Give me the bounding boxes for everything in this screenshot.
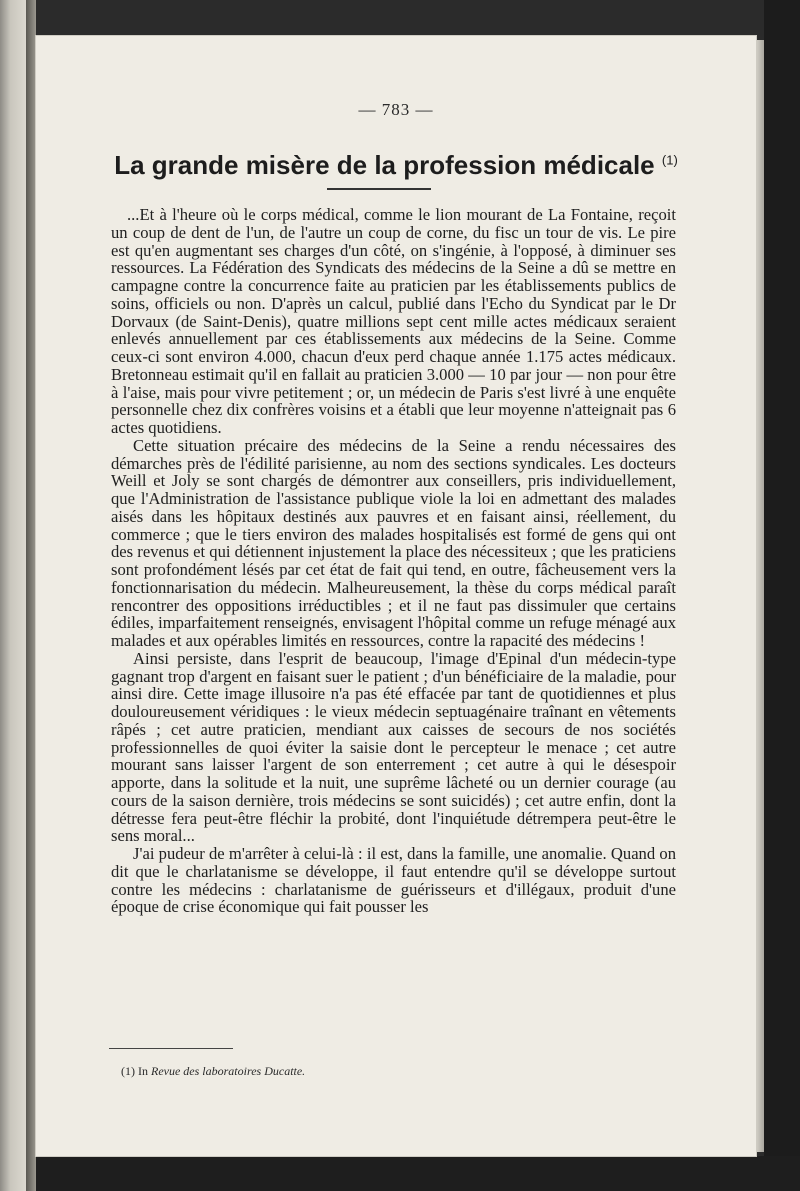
footnote-divider	[109, 1048, 233, 1049]
paragraph: Cette situation précaire des médecins de la Seine a rendu nécessaires des démarches près de l'édilité parisienne, au nom des sections syndicales. Les docteurs Weill et Joly se sont chargés de démontrer aux conseillers, pris individuellement, que l'Administration de l'assistance publique viole la loi en admettant des malades aisés dans les hôpitaux destinés aux pauvres et en faisant ainsi, réellement, du commerce ; que le tiers environ des malades hospitalisés est formé de gens qui ont des revenus et qui détiennent injustement la place des nécessiteux ; que les praticiens sont profondément lésés par cet état de fait qui tend, en outre, fâcheusement vers la fonctionnarisation du médecin. Malheureusement, la thèse du corps médical paraît rencontrer des oppositions irréductibles ; et il ne faut pas dissimuler que certains édiles, imparfaitement renseignés, envisagent l'hôpital comme un refuge ménagé aux malades et aux opérables limités en ressources, contre la rapacité des médecins !	[111, 435, 676, 650]
paragraph: Ainsi persiste, dans l'esprit de beaucoup, l'image d'Epinal d'un médecin-type gagnant trop d'argent en faisant suer le patient ; d'un bénéficiaire de la maladie, pour ainsi dire. Cette image illusoire n'a pas été effacée par tant de quotidiennes et plus douloureusement véridiques : le vieux médecin septuagénaire traînant en vêtements râpés ; cet autre praticien, mendiant aux caisses de secours de nos sociétés professionnelles de quoi éviter la saisie dont le percepteur le menace ; cet autre mourant sans laisser l'argent de son enterrement ; cet autre à qui le désespoir apporte, dans la solitude et la nuit, une suprême lâcheté ou un dernier courage (au cours de la saison dernière, trois médecins se sont suicidés) ; cet autre enfin, dont la détresse fera peut-être fléchir la probité, dont l'inquiétude détrempera peut-être le sens moral...	[111, 648, 676, 846]
paragraph: ...Et à l'heure où le corps médical, comme le lion mourant de La Fontaine, reçoit un coup de dent de l'un, de l'autre un coup de corne, du fisc un tour de vis. Le pire est qu'en augmentant ses charges d'un côté, on s'ingénie, à l'opposé, à diminuer ses ressources. La Fédération des Syndicats des médecins de la Seine a dû se mettre en campagne contre la concurrence faite au praticien par les établissements publics de soins, officiels ou non. D'après un calcul, publié dans l'Echo du Syndicat par le Dr Dorvaux (de Saint-Denis), quatre millions sept cent mille actes médicaux seraient enlevés annuellement par ces établissements aux médecins de la Seine. Comme ceux-ci sont environ 4.000, chacun d'eux perd chaque année 1.175 actes médicaux. Bretonneau estimait qu'il en fallait au praticien 3.000 — 10 par jour — non pour être à l'aise, mais pour vivre petitement ; or, un médecin de Paris s'est livré à une enquête personnelle chez dix confrères voisins et a établi que leur moyenne n'atteignait pas 6 actes quotidiens.	[111, 205, 676, 437]
scan-background-bottom	[36, 1156, 800, 1191]
article-body	[111, 206, 676, 916]
paragraph: J'ai pudeur de m'arrêter à celui-là : il est, dans la famille, une anomalie. Quand on dit que le charlatanisme se développe, il faut entendre qu'il se développe surtout contre les médecins : charlatanisme de guérisseurs et d'illégaux, produit d'une époque de crise économique qui fait pousser les	[111, 844, 676, 917]
page-number: — 783 —	[358, 100, 434, 119]
adjacent-page-edge	[0, 0, 26, 1191]
page-stack-edge	[756, 40, 764, 1152]
book-spine	[26, 0, 36, 1191]
scan-background	[764, 0, 800, 1191]
footnote-source: Revue des laboratoires Ducatte.	[151, 1064, 306, 1078]
title-footnote-marker: (1)	[661, 152, 678, 168]
article-title-text: La grande misère de la profession médicale	[114, 150, 655, 180]
document-page	[36, 36, 756, 1156]
footnote-marker: (1) In	[121, 1064, 148, 1078]
article-title	[36, 150, 756, 181]
title-divider	[327, 188, 431, 190]
footnote	[121, 1064, 681, 1079]
